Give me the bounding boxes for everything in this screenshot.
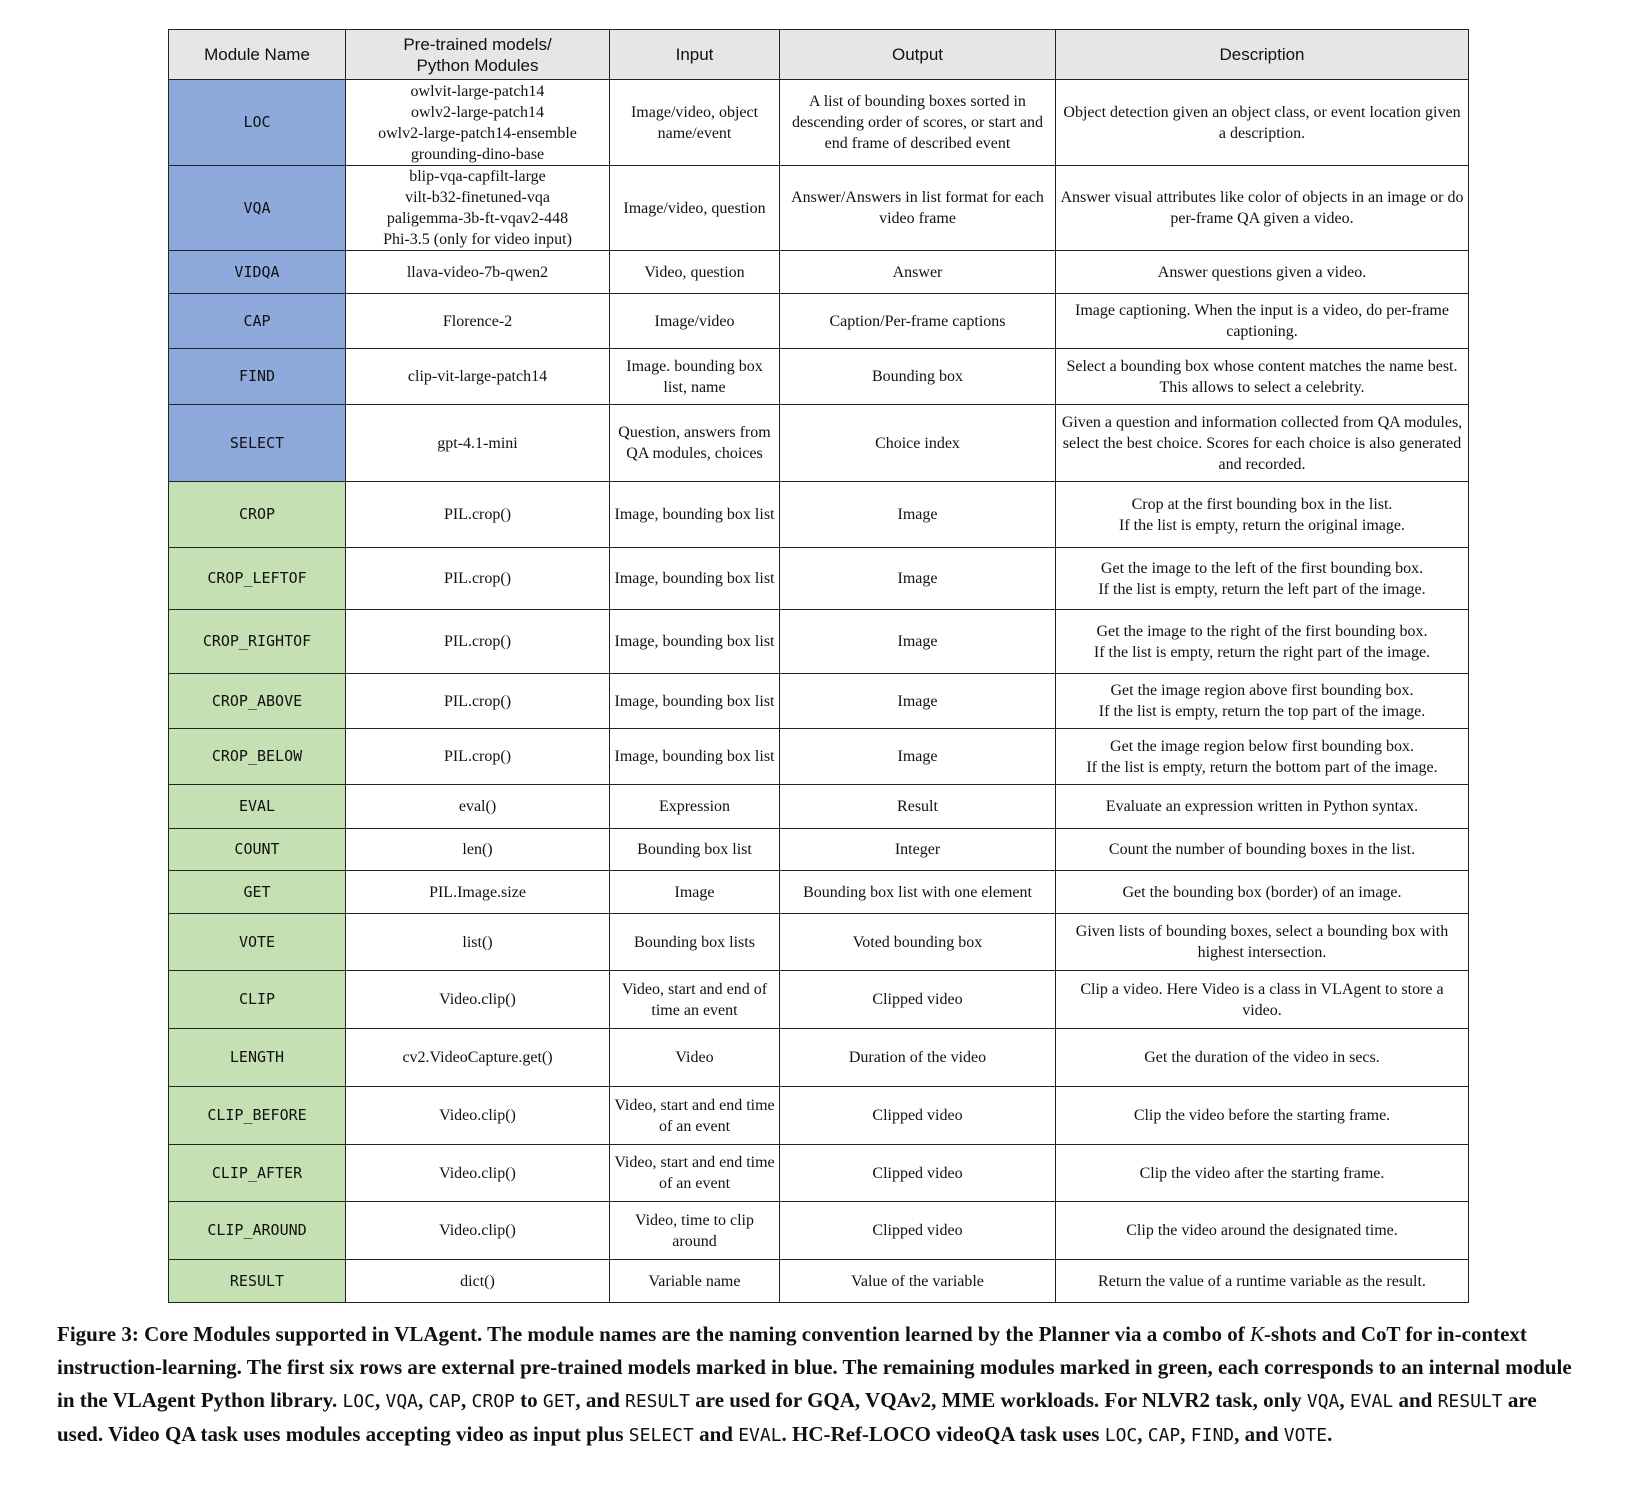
description-cell: Evaluate an expression written in Python syntax. — [1056, 785, 1469, 829]
models-cell: Florence-2 — [346, 294, 610, 349]
caption-text: K — [1249, 1322, 1264, 1346]
output-cell: Image — [780, 729, 1056, 785]
description-cell: Image captioning. When the input is a video, do per-frame captioning. — [1056, 294, 1469, 349]
module-ref: EVAL — [1349, 1391, 1394, 1412]
module-ref: CROP — [471, 1391, 515, 1412]
table-row — [169, 1260, 1469, 1303]
models-cell: len() — [346, 829, 610, 871]
input-cell: Image, bounding box list — [610, 548, 780, 610]
module-ref: FIND — [1190, 1425, 1235, 1446]
header-input: Input — [610, 30, 780, 80]
models-cell: PIL.crop() — [346, 729, 610, 785]
description-cell: Given a question and information collected from QA modules, select the best choice. Scores for each choice is also generated and recorded. — [1056, 405, 1469, 482]
description-cell: Object detection given an object class, or event location given a description. — [1056, 80, 1469, 166]
description-cell: Get the image to the left of the first bounding box. If the list is empty, return the left part of the image. — [1056, 548, 1469, 610]
input-cell: Image, bounding box list — [610, 482, 780, 548]
output-cell: Choice index — [780, 405, 1056, 482]
models-cell: clip-vit-large-patch14 — [346, 349, 610, 405]
description-cell: Crop at the first bounding box in the list. If the list is empty, return the original image. — [1056, 482, 1469, 548]
description-cell: Get the image region above first bounding box. If the list is empty, return the top part of the image. — [1056, 674, 1469, 729]
models-cell: Video.clip() — [346, 971, 610, 1029]
caption-text: and — [693, 1422, 739, 1446]
input-cell: Image/video, object name/event — [610, 80, 780, 166]
description-cell: Clip the video before the starting frame. — [1056, 1087, 1469, 1145]
description-cell: Get the duration of the video in secs. — [1056, 1029, 1469, 1087]
description-cell: Clip the video after the starting frame. — [1056, 1145, 1469, 1202]
module-name-cell: CROP — [169, 482, 346, 548]
module-name-cell: CLIP — [169, 971, 346, 1029]
models-cell: list() — [346, 914, 610, 971]
module-ref: RESULT — [1437, 1391, 1503, 1412]
description-cell: Get the image to the right of the first bounding box. If the list is empty, return the right part of the image. — [1056, 610, 1469, 674]
module-ref: GET — [542, 1391, 576, 1412]
table-row — [169, 1087, 1469, 1145]
caption-text: are used. Video QA task uses modules accepting video as input plus — [57, 1388, 1537, 1446]
caption-text: -shots and CoT for in-context instruction-learning. The first six rows are external pre-trained models marked in blue. The remaining modules marked in green, each corresponds to an internal module in the VLAgent Python library. — [57, 1322, 1572, 1412]
models-cell: owlvit-large-patch14 owlv2-large-patch14 owlv2-large-patch14-ensemble grounding-dino-base — [346, 80, 610, 166]
module-ref: LOC — [342, 1391, 375, 1412]
module-name-cell: LENGTH — [169, 1029, 346, 1087]
module-name-cell: LOC — [169, 80, 346, 166]
caption-text: , and — [1234, 1422, 1284, 1446]
module-name-cell: GET — [169, 871, 346, 914]
table-row — [169, 548, 1469, 610]
module-ref: CAP — [1147, 1425, 1181, 1446]
output-cell: A list of bounding boxes sorted in descending order of scores, or start and end frame of described event — [780, 80, 1056, 166]
output-cell: Answer — [780, 251, 1056, 294]
module-name-cell: CROP_RIGHTOF — [169, 610, 346, 674]
description-cell: Get the bounding box (border) of an image. — [1056, 871, 1469, 914]
module-name-cell: CROP_LEFTOF — [169, 548, 346, 610]
input-cell: Video, start and end time of an event — [610, 1145, 780, 1202]
input-cell: Image, bounding box list — [610, 610, 780, 674]
table-row — [169, 1202, 1469, 1260]
output-cell: Image — [780, 674, 1056, 729]
module-name-cell: CROP_BELOW — [169, 729, 346, 785]
description-cell: Given lists of bounding boxes, select a bounding box with highest intersection. — [1056, 914, 1469, 971]
table-row — [169, 166, 1469, 251]
caption-text: , — [461, 1388, 472, 1412]
description-cell: Clip the video around the designated time. — [1056, 1202, 1469, 1260]
module-name-cell: VIDQA — [169, 251, 346, 294]
output-cell: Image — [780, 482, 1056, 548]
table-row — [169, 80, 1469, 166]
module-ref: CAP — [428, 1391, 462, 1412]
models-cell: Video.clip() — [346, 1087, 610, 1145]
models-cell: blip-vqa-capfilt-large vilt-b32-finetuned-vqa paligemma-3b-ft-vqav2-448 Phi-3.5 (only for video input) — [346, 166, 610, 251]
caption-text: , — [418, 1388, 429, 1412]
caption-text: and — [1393, 1388, 1438, 1412]
module-name-cell: COUNT — [169, 829, 346, 871]
header-models: Pre-trained models/ Python Modules — [346, 30, 610, 80]
output-cell: Clipped video — [780, 971, 1056, 1029]
module-name-cell: CLIP_AROUND — [169, 1202, 346, 1260]
module-ref: VQA — [385, 1391, 418, 1412]
table-row — [169, 349, 1469, 405]
input-cell: Image, bounding box list — [610, 729, 780, 785]
input-cell: Image — [610, 871, 780, 914]
description-cell: Get the image region below first bounding box. If the list is empty, return the bottom part of the image. — [1056, 729, 1469, 785]
output-cell: Image — [780, 548, 1056, 610]
input-cell: Video, question — [610, 251, 780, 294]
caption-text: to — [514, 1388, 543, 1412]
module-name-cell: CAP — [169, 294, 346, 349]
table-row — [169, 674, 1469, 729]
figure-caption — [57, 1318, 1587, 1452]
output-cell: Answer/Answers in list format for each video frame — [780, 166, 1056, 251]
header-description: Description — [1056, 30, 1469, 80]
module-name-cell: SELECT — [169, 405, 346, 482]
input-cell: Question, answers from QA modules, choices — [610, 405, 780, 482]
output-cell: Duration of the video — [780, 1029, 1056, 1087]
caption-text: , — [1180, 1422, 1191, 1446]
models-cell: Video.clip() — [346, 1202, 610, 1260]
module-ref: VOTE — [1283, 1425, 1328, 1446]
output-cell: Bounding box — [780, 349, 1056, 405]
table-row — [169, 1145, 1469, 1202]
caption-text: . — [1327, 1422, 1333, 1446]
models-cell: llava-video-7b-qwen2 — [346, 251, 610, 294]
module-name-cell: CLIP_AFTER — [169, 1145, 346, 1202]
table-row — [169, 1029, 1469, 1087]
description-cell: Return the value of a runtime variable as the result. — [1056, 1260, 1469, 1303]
output-cell: Result — [780, 785, 1056, 829]
models-cell: cv2.VideoCapture.get() — [346, 1029, 610, 1087]
module-name-cell: CLIP_BEFORE — [169, 1087, 346, 1145]
output-cell: Voted bounding box — [780, 914, 1056, 971]
header-output: Output — [780, 30, 1056, 80]
description-cell: Clip a video. Here Video is a class in VLAgent to store a video. — [1056, 971, 1469, 1029]
description-cell: Answer visual attributes like color of objects in an image or do per-frame QA given a video. — [1056, 166, 1469, 251]
input-cell: Video — [610, 1029, 780, 1087]
table-row — [169, 785, 1469, 829]
output-cell: Bounding box list with one element — [780, 871, 1056, 914]
input-cell: Image/video, question — [610, 166, 780, 251]
models-cell: PIL.Image.size — [346, 871, 610, 914]
module-name-cell: EVAL — [169, 785, 346, 829]
input-cell: Image. bounding box list, name — [610, 349, 780, 405]
caption-text: , — [1339, 1388, 1350, 1412]
table-row — [169, 829, 1469, 871]
module-name-cell: CROP_ABOVE — [169, 674, 346, 729]
input-cell: Image/video — [610, 294, 780, 349]
input-cell: Bounding box list — [610, 829, 780, 871]
models-cell: PIL.crop() — [346, 482, 610, 548]
module-name-cell: VQA — [169, 166, 346, 251]
caption-text: . HC-Ref-LOCO videoQA task uses — [781, 1422, 1105, 1446]
description-cell: Answer questions given a video. — [1056, 251, 1469, 294]
description-cell: Select a bounding box whose content matches the name best. This allows to select a celebrity. — [1056, 349, 1469, 405]
module-name-cell: VOTE — [169, 914, 346, 971]
input-cell: Video, time to clip around — [610, 1202, 780, 1260]
caption-text: Figure 3: Core Modules supported in VLAgent. The module names are the naming convention learned by the Planner via a combo of — [57, 1322, 1250, 1346]
models-cell: eval() — [346, 785, 610, 829]
output-cell: Clipped video — [780, 1087, 1056, 1145]
models-cell: dict() — [346, 1260, 610, 1303]
module-ref: SELECT — [628, 1425, 694, 1446]
table-row — [169, 405, 1469, 482]
table-row — [169, 610, 1469, 674]
table-row — [169, 294, 1469, 349]
input-cell: Variable name — [610, 1260, 780, 1303]
module-name-cell: FIND — [169, 349, 346, 405]
input-cell: Expression — [610, 785, 780, 829]
table-row — [169, 482, 1469, 548]
header-module-name: Module Name — [169, 30, 346, 80]
models-cell: PIL.crop() — [346, 674, 610, 729]
output-cell: Clipped video — [780, 1145, 1056, 1202]
output-cell: Clipped video — [780, 1202, 1056, 1260]
caption-text: are used for GQA, VQAv2, MME workloads. For NLVR2 task, only — [690, 1388, 1307, 1412]
module-ref: RESULT — [625, 1391, 691, 1412]
module-ref: EVAL — [738, 1425, 782, 1446]
description-cell: Count the number of bounding boxes in the list. — [1056, 829, 1469, 871]
caption-text: , — [374, 1388, 386, 1412]
table-row — [169, 729, 1469, 785]
models-cell: gpt-4.1-mini — [346, 405, 610, 482]
models-cell: PIL.crop() — [346, 548, 610, 610]
output-cell: Value of the variable — [780, 1260, 1056, 1303]
caption-text: , — [1137, 1422, 1148, 1446]
table-row — [169, 251, 1469, 294]
models-cell: PIL.crop() — [346, 610, 610, 674]
module-name-cell: RESULT — [169, 1260, 346, 1303]
table-row — [169, 914, 1469, 971]
module-ref: LOC — [1104, 1425, 1138, 1446]
output-cell: Caption/Per-frame captions — [780, 294, 1056, 349]
modules-table — [168, 29, 1469, 1303]
header-row — [169, 30, 1469, 80]
input-cell: Video, start and end of time an event — [610, 971, 780, 1029]
models-cell: Video.clip() — [346, 1145, 610, 1202]
caption-text: , and — [575, 1388, 625, 1412]
input-cell: Video, start and end time of an event — [610, 1087, 780, 1145]
table-row — [169, 871, 1469, 914]
output-cell: Integer — [780, 829, 1056, 871]
module-ref: VQA — [1306, 1391, 1340, 1412]
input-cell: Image, bounding box list — [610, 674, 780, 729]
table-row — [169, 971, 1469, 1029]
input-cell: Bounding box lists — [610, 914, 780, 971]
output-cell: Image — [780, 610, 1056, 674]
